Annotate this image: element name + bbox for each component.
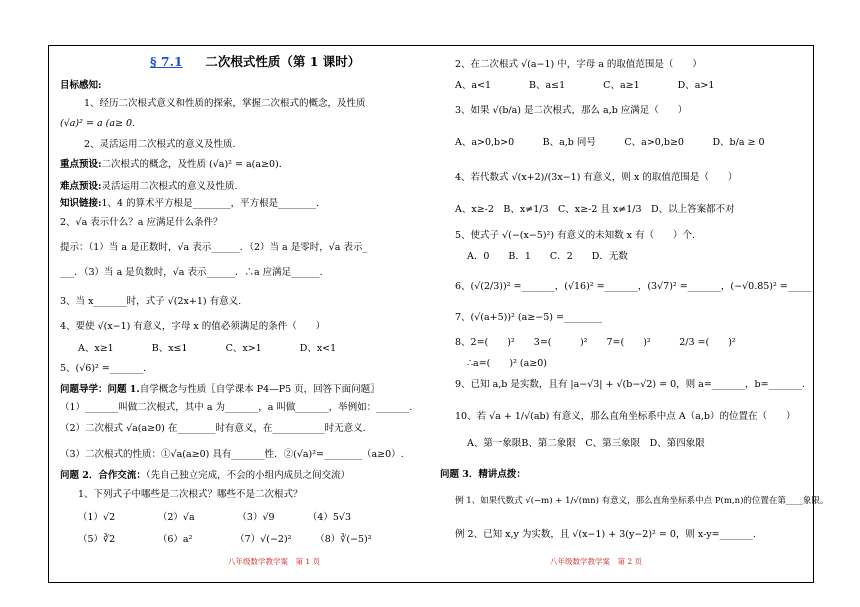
key-points-text: 二次根式的概念，及性质 (√a)² = a(a≥0). — [101, 159, 282, 170]
example-1: 例 1、如果代数式 √(−m) + 1/√(mn) 有意义，那么直角坐标系中点 P(m,n)的位置在第____象限。 — [455, 496, 829, 506]
q5-options: A．0 B．1 C．2 D．无数 — [467, 251, 628, 262]
q6-text: 6、(√(2/3))² =_______，(√16)² =_______，(3√7)² =_______，(−√0.85)² =_____ — [455, 281, 812, 292]
goal-1-formula: (√a)² = a (a≥ 0. — [60, 118, 136, 129]
problem-2-label: 问题 2．合作交流： — [60, 470, 146, 481]
problem-3-heading: 问题 3．精讲点拨： — [440, 469, 526, 480]
problem-1-text: 自学概念与性质〖自学课本 P4—P5 页，回答下面问题〗 — [139, 384, 380, 395]
knowledge-link-label: 知识链接: — [60, 198, 102, 209]
difficult-points-label: 难点预设: — [60, 181, 102, 192]
q10-options: A、第一象限B、第二象限 C、第三象限 D、第四象限 — [467, 438, 705, 449]
q8-conclusion: ∴a=( )² (a≥0) — [467, 358, 547, 369]
question-2: 2、√a 表示什么？a 应满足什么条件？ — [60, 217, 223, 228]
question-5: 5、(√6)² =_______. — [60, 363, 147, 374]
section-number[interactable]: § 7.1 — [150, 54, 183, 69]
title-text: 二次根式性质（第 1 课时） — [205, 54, 361, 69]
page-title — [150, 55, 360, 68]
q8-text: 8、2=( )² 3=( )² 7=( )² 2/3 =( )² — [455, 337, 736, 348]
problem-2-text: （先自己独立完成，不会的小组内成员之间交流） — [145, 470, 351, 481]
problem-2-heading — [60, 469, 350, 482]
example-2: 例 2、已知 x,y 为实数，且 √(x−1) + 3(y−2)² = 0，则 x-y=_______. — [455, 529, 756, 540]
problem-1-label: 问题导学：问题 1. — [60, 384, 140, 395]
hint-line-1: 提示：（1）当 a 是正数时，√a 表示______．（2）当 a 是零时，√a 表示_ — [60, 242, 368, 253]
q4-text: 4、若代数式 √(x+2)/(3x−1) 有意义，则 x 的取值范围是（ ） — [455, 172, 738, 183]
q3-text: 3、如果 √(b/a) 是二次根式，那么 a,b 应满足（ ） — [455, 105, 688, 116]
problem-1-item-2: （2）二次根式 √a(a≥0) 在________时有意义，在___________时无意义. — [60, 423, 366, 434]
goal-2: 2、灵活运用二次根式的意义及性质. — [84, 139, 236, 150]
key-points-label: 重点预设: — [60, 159, 102, 170]
question-4-options: A、x≥1 B、x≤1 C、x>1 D、x<1 — [78, 343, 337, 354]
footer-page-1: 八年级数学教学案 第 1 页 — [228, 557, 321, 566]
q7-text: 7、(√(a+5))² (a≥−5) =________ — [455, 312, 602, 323]
key-points — [60, 158, 282, 171]
footer-page-2: 八年级数学教学案 第 2 页 — [550, 557, 643, 566]
problem-2-question-1: 1、下列式子中哪些是二次根式？哪些不是二次根式？ — [78, 489, 303, 500]
q10-text: 10、若 √a + 1/√(ab) 有意义，那么直角坐标系中点 A（a,b）的位置在（ ） — [455, 411, 796, 422]
q4-options: A、x≥-2 B、x≠1/3 C、x≥-2 且 x≠1/3 D、以上答案都不对 — [455, 204, 735, 215]
radicals-row-2: （5）∛2 （6）a² （7）√(−2)² （8）∛(−5)² — [78, 534, 372, 545]
question-4: 4、要使 √(x−1) 有意义，字母 x 的值必须满足的条件（ ） — [60, 321, 326, 332]
difficult-points — [60, 180, 238, 193]
knowledge-link-text: 1、4 的算术平方根是________，平方根是________. — [101, 198, 320, 209]
q2-options: A、a<1 B、a≤1 C、a≥1 D、a>1 — [455, 80, 715, 91]
radicals-row-1: （1）√2 （2）√a （3）√9 （4）5√3 — [78, 512, 351, 523]
difficult-points-text: 灵活运用二次根式的意义及性质. — [101, 181, 238, 192]
question-3: 3、当 x_______时，式子 √(2x+1) 有意义. — [60, 296, 242, 307]
q2-text: 2、在二次根式 √(a−1) 中，字母 a 的取值范围是（ ） — [455, 59, 702, 70]
problem-1-item-3: （3）二次根式的性质：①√a(a≥0) 具有_______性．②(√a)²=________（a≥0）. — [60, 449, 404, 460]
problem-1-heading — [60, 383, 380, 396]
q5-text: 5、使式子 √(−(x−5)²) 有意义的未知数 x 有（ ）个. — [455, 230, 696, 241]
problem-1-item-1: （1）_______叫做二次根式，其中 a 为_______，a 叫做_______，举例如：_______. — [60, 402, 413, 413]
knowledge-link — [60, 197, 319, 210]
goal-1: 1、经历二次根式意义和性质的探索，掌握二次根式的概念，及性质 — [84, 98, 366, 109]
q3-options: A、a>0,b>0 B、a,b 同号 C、a>0,b≥0 D、b/a ≥ 0 — [455, 137, 765, 148]
q9-text: 9、已知 a,b 是实数，且有 |a−√3| + √(b−√2) = 0，则 a=_______，b=_______. — [455, 379, 805, 390]
hint-line-2: ___．（3）当 a 是负数时，√a 表示______．∴a 应满足______. — [60, 267, 323, 278]
goal-heading: 目标感知: — [60, 80, 102, 91]
